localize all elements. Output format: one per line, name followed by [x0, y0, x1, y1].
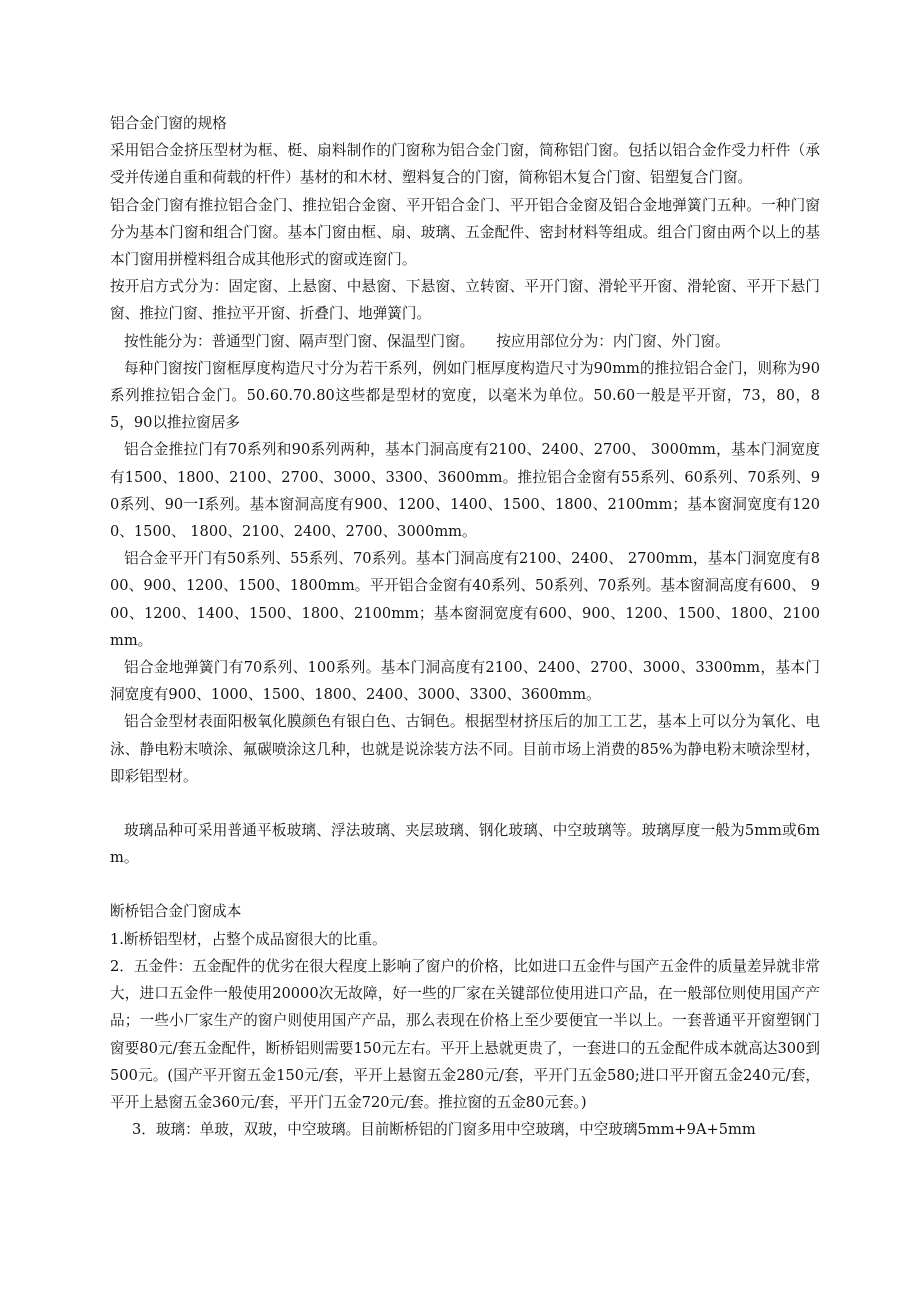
spacer [110, 871, 820, 898]
cost-item-profile: 1.断桥铝型材，占整个成品窗很大的比重。 [110, 930, 387, 948]
section-title-specs: 铝合金门窗的规格 [110, 115, 227, 132]
cost-item-hardware: 2．五金件：五金配件的优劣在很大程度上影响了窗户的价格，比如进口五金件与国产五金件的质量差异就非常大，进口五金件一般使用20000次无故障，好一些的厂家在关键部位使用进口产品，在一般部位则使用国产产品；一些小厂家生产的窗户则使用国产产品，那么表现在价格上至少要便宜一半以上。一套普通平开窗塑钢门窗要80元/套五金配件，断桥铝则需要150元左右。平开上悬就更贵了，一套进口的五金配件成本就高达300到500元。(国产平开窗五金150元/套，平开上悬窗五金280元/套，平开门五金580;进口平开窗五金240元/套，平开上悬窗五金360元/套，平开门五金720元/套。推拉窗的五金80元套。) [110, 957, 820, 1111]
paragraph-casement-door: 铝合金平开门有50系列、55系列、70系列。基本门洞高度有2100、2400、 2700mm，基本门洞宽度有800、900、1200、1500、1800mm。平开铝合金窗有40系列、50系列、70系列。基本窗洞高度有600、 900、1200、1400、1500、1800、2100mm；基本窗洞宽度有600、900、1200、1500、1800、2100mm。 [110, 550, 820, 649]
paragraph-spring-door: 铝合金地弹簧门有70系列、100系列。基本门洞高度有2100、2400、2700、3000、3300mm，基本门洞宽度有900、1000、1500、1800、2400、3000、3300、3600mm。 [110, 659, 820, 704]
paragraph-types: 铝合金门窗有推拉铝合金门、推拉铝合金窗、平开铝合金门、平开铝合金窗及铝合金地弹簧门五种。一种门窗分为基本门窗和组合门窗。基本门窗由框、扇、玻璃、五金配件、密封材料等组成。组合门窗由两个以上的基本门窗用拼樘料组合成其他形式的窗或连窗门。 [110, 196, 820, 269]
paragraph-opening-methods: 按开启方式分为：固定窗、上悬窗、中悬窗、下悬窗、立转窗、平开门窗、滑轮平开窗、滑轮窗、平开下悬门窗、推拉门窗、推拉平开窗、折叠门、地弹簧门。 [110, 278, 820, 323]
cost-item-glass: 3．玻璃：单玻，双玻，中空玻璃。目前断桥铝的门窗多用中空玻璃，中空玻璃5mm+9A+5mm [132, 1121, 756, 1139]
paragraph-surface-finish: 铝合金型材表面阳极氧化膜颜色有银白色、古铜色。根据型材挤压后的加工工艺，基本上可以分为氧化、电泳、静电粉末喷涂、氟碳喷涂这几种，也就是说涂装方法不同。目前市场上消费的85%为静电粉末喷涂型材，即彩铝型材。 [110, 713, 820, 785]
paragraph-definition: 采用铝合金挤压型材为框、梃、扇料制作的门窗称为铝合金门窗，简称铝门窗。包括以铝合金作受力杆件（承受并传递自重和荷载的杆件）基材的和木材、塑料复合的门窗，简称铝木复合门窗、铝塑复合门窗。 [110, 142, 820, 187]
section-title-cost: 断桥铝合金门窗成本 [110, 903, 242, 921]
document-body [110, 110, 820, 1143]
spacer [110, 790, 820, 817]
paragraph-performance: 按性能分为：普通型门窗、隔声型门窗、保温型门窗。 按应用部位分为：内门窗、外门窗。 [124, 332, 730, 350]
paragraph-sliding-door: 铝合金推拉门有70系列和90系列两种，基本门洞高度有2100、2400、2700、 3000mm，基本门洞宽度有1500、1800、2100、2700、3000、3300、3600mm。推拉铝合金窗有55系列、60系列、70系列、90系列、90一I系列。基本窗洞高度有900、1200、1400、1500、1800、2100mm；基本窗洞宽度有1200、1500、 1800、2100、2400、2700、3000mm。 [110, 441, 820, 541]
paragraph-series: 每种门窗按门窗框厚度构造尺寸分为若干系列，例如门框厚度构造尺寸为90mm的推拉铝合金门，则称为90系列推拉铝合金门。50.60.70.80这些都是型材的宽度，以毫米为单位。50.60一般是平开窗，73，80，85，90以推拉窗居多 [110, 359, 820, 432]
paragraph-glass: 玻璃品种可采用普通平板玻璃、浮法玻璃、夹层玻璃、钢化玻璃、中空玻璃等。玻璃厚度一般为5mm或6mm。 [110, 822, 820, 867]
